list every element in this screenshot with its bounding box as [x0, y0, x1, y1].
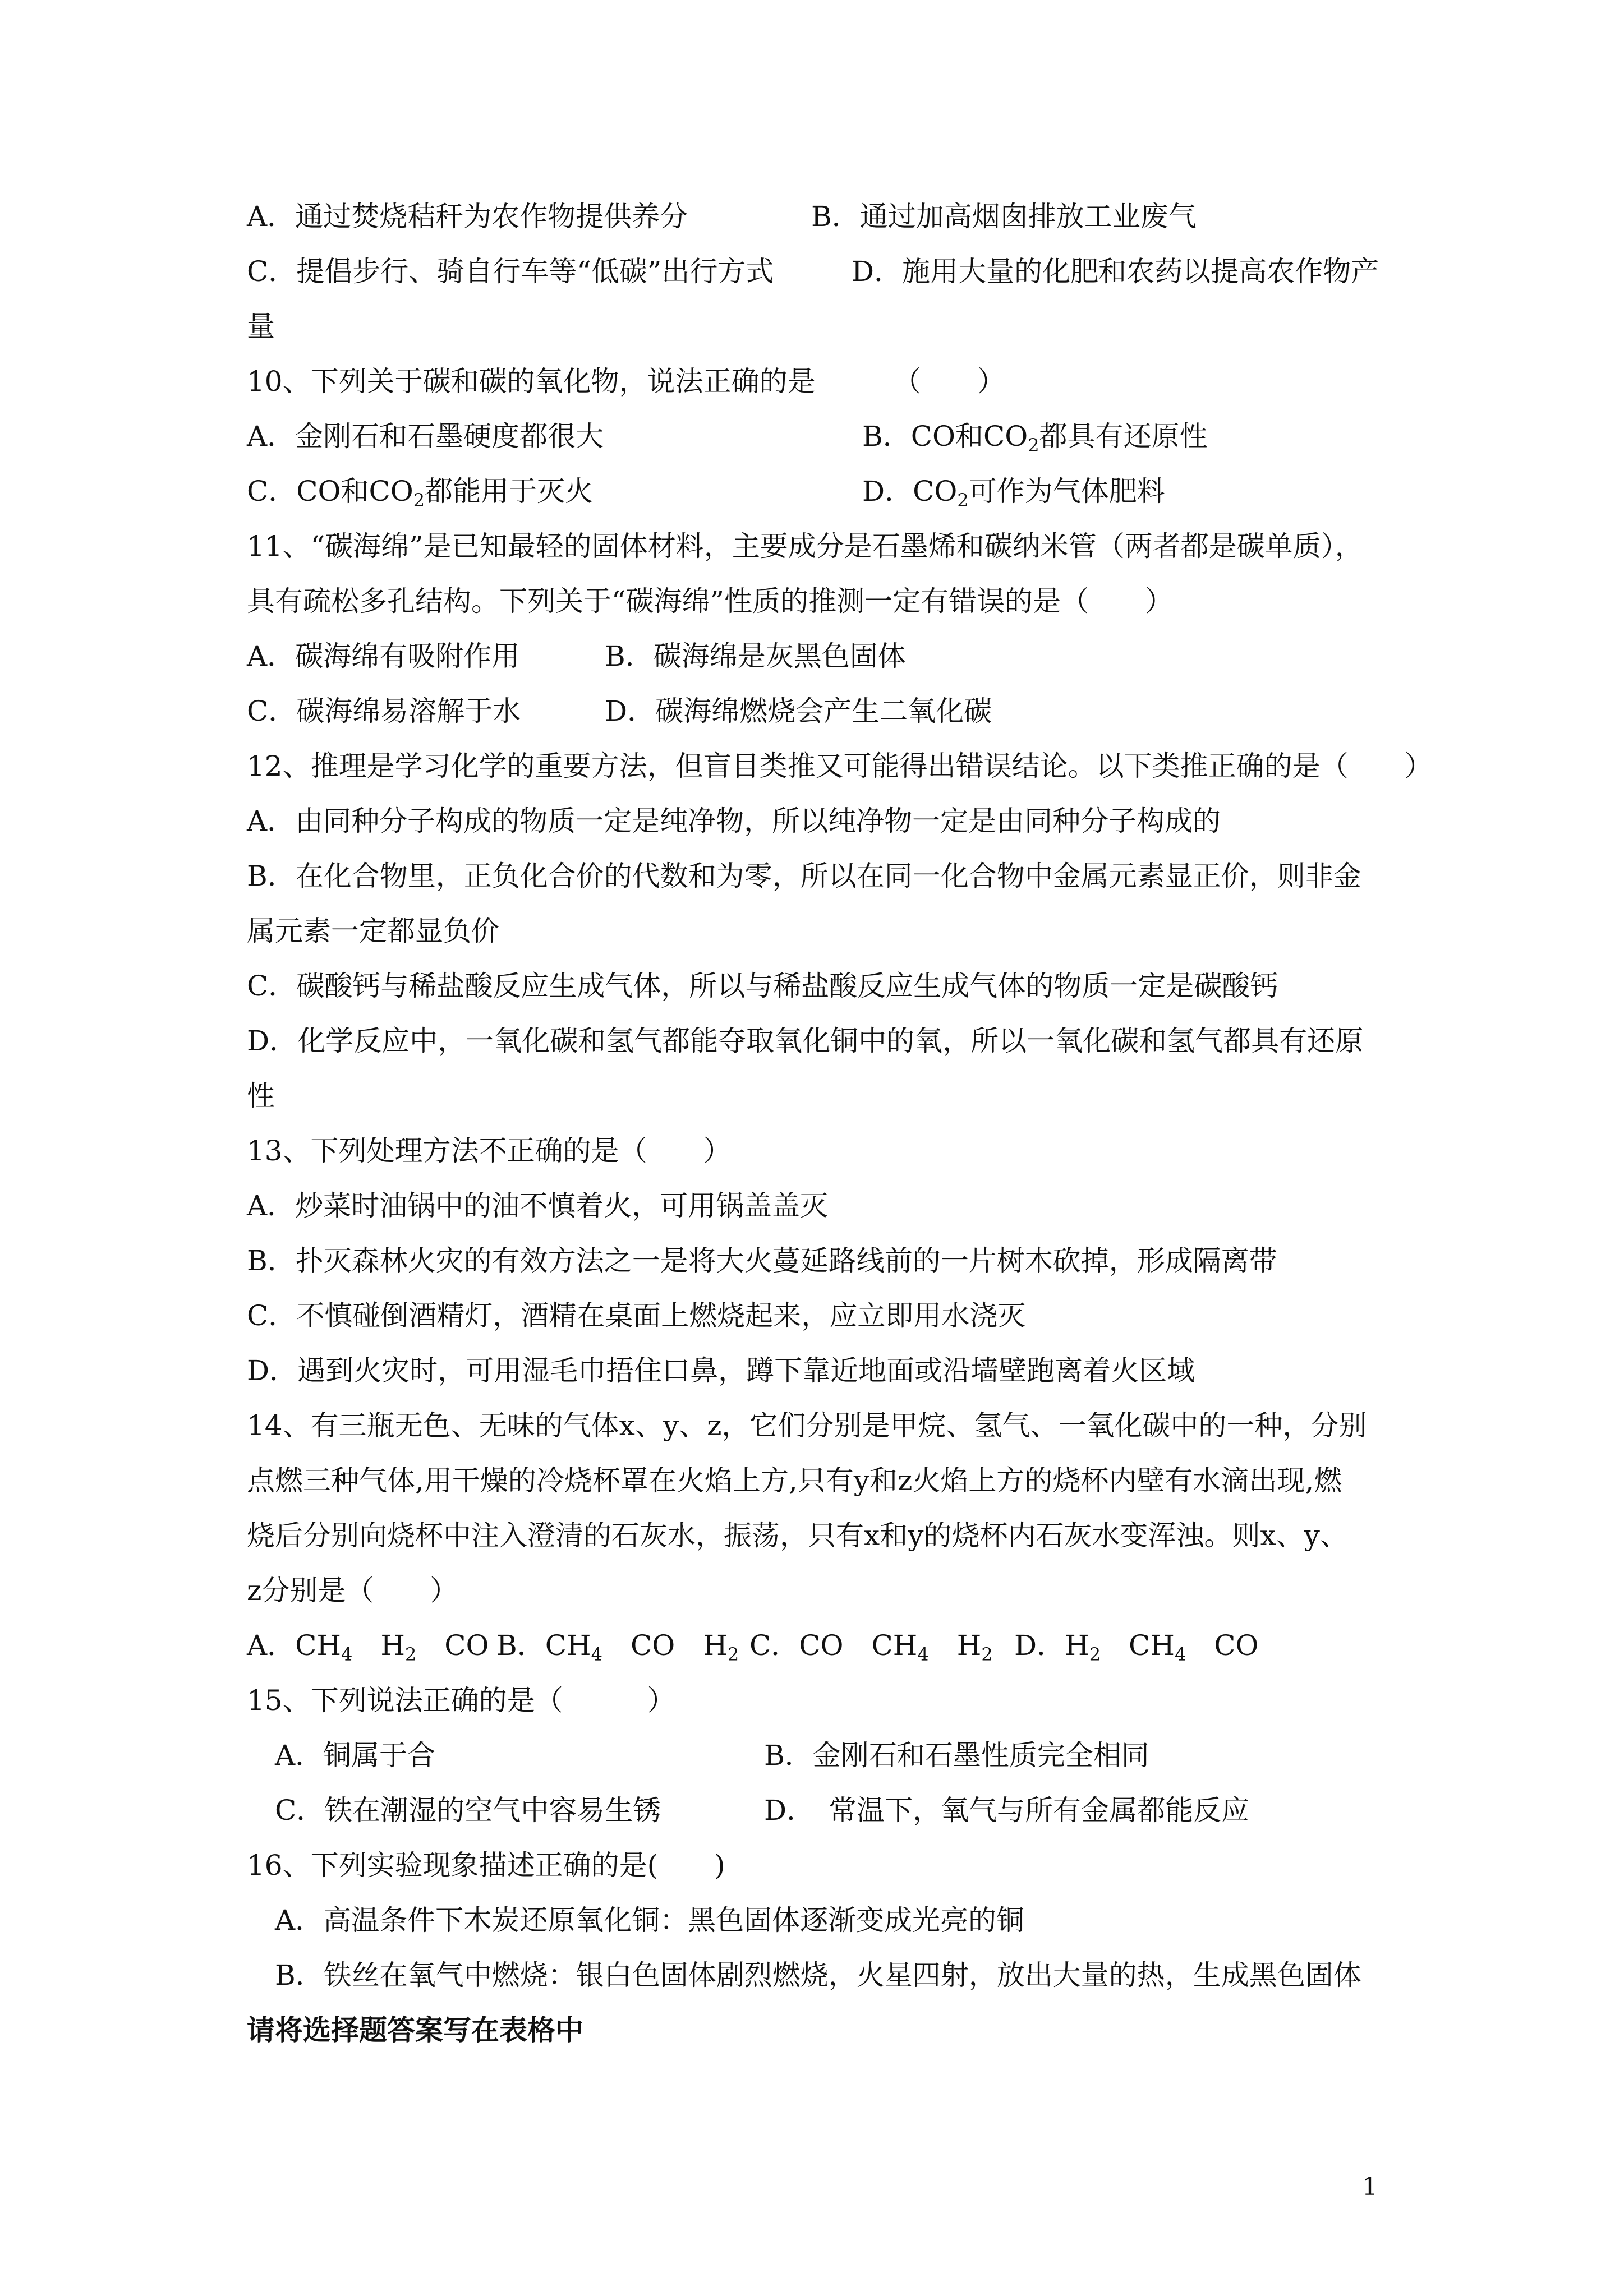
q9-option-c: C．提倡步行、骑自行车等“低碳”出行方式: [247, 255, 774, 288]
q11-option-c: C．碳海绵易溶解于水: [247, 695, 521, 727]
q9-option-d: D．施用大量的化肥和农药以提高农作物产: [852, 255, 1379, 288]
q10-option-b: B．CO和$CO_2$都具有还原性: [862, 420, 1208, 456]
q11-option-d: D．碳海绵燃烧会产生二氧化碳: [605, 695, 992, 727]
q10-answer-bracket: （ ）: [893, 365, 1005, 398]
q13-option-c: C．不慎碰倒酒精灯，酒精在桌面上燃烧起来，应立即用水浇灭: [247, 1299, 1026, 1332]
q14-option-c: C．CO $CH_4$ $H_2$: [749, 1629, 993, 1665]
q15-option-b: B．金刚石和石墨性质完全相同: [764, 1739, 1149, 1772]
q12-option-c: C．碳酸钙与稀盐酸反应生成气体，所以与稀盐酸反应生成气体的物质一定是碳酸钙: [247, 970, 1278, 1002]
q13-option-b: B．扑灭森林火灾的有效方法之一是将大火蔓延路线前的一片树木砍掉，形成隔离带: [247, 1244, 1277, 1277]
q14-stem-line2: 点燃三种气体,用干燥的冷烧杯罩在火焰上方,只有y和z火焰上方的烧杯内壁有水滴出现,燃: [247, 1464, 1342, 1497]
q14-option-b: B．$CH_4$ CO $H_2$: [496, 1629, 739, 1665]
q12-option-d: D．化学反应中，一氧化碳和氢气都能夺取氧化铜中的氧，所以一氧化碳和氢气都具有还原: [247, 1025, 1364, 1057]
q13-option-d: D．遇到火灾时，可用湿毛巾捂住口鼻，蹲下靠近地面或沿墙壁跑离着火区域: [247, 1354, 1195, 1387]
q16-option-b: B．铁丝在氧气中燃烧：银白色固体剧烈燃烧，火星四射，放出大量的热，生成黑色固体: [275, 1959, 1361, 1991]
q10-option-a: A．金刚石和石墨硬度都很大: [247, 420, 604, 453]
q9-option-b: B．通过加高烟囱排放工业废气: [811, 200, 1197, 233]
q9-option-d-wrap: 量: [247, 310, 275, 343]
q12-option-b: B．在化合物里，正负化合价的代数和为零，所以在同一化合物中金属元素显正价，则非金: [247, 860, 1361, 892]
q16-stem: 16、下列实验现象描述正确的是( ): [247, 1849, 725, 1882]
q12-option-a: A．由同种分子构成的物质一定是纯净物，所以纯净物一定是由同种分子构成的: [247, 805, 1221, 837]
q14-option-a: A．$CH_4$ $H_2$ CO: [247, 1629, 489, 1665]
q11-option-b: B．碳海绵是灰黑色固体: [605, 640, 906, 672]
q12-option-d-wrap: 性: [247, 1080, 275, 1112]
q15-option-d: D． 常温下，氧气与所有金属都能反应: [764, 1794, 1250, 1827]
q15-option-c: C．铁在潮湿的空气中容易生锈: [275, 1794, 661, 1827]
q14-stem-line3: 烧后分别向烧杯中注入澄清的石灰水，振荡，只有x和y的烧杯内石灰水变浑浊。则x、y、: [247, 1519, 1348, 1552]
q14-stem-line1: 14、有三瓶无色、无味的气体x、y、z，它们分别是甲烷、氢气、一氧化碳中的一种，分别: [247, 1409, 1367, 1442]
q15-stem: 15、下列说法正确的是（ ）: [247, 1684, 675, 1717]
q16-option-a: A．高温条件下木炭还原氧化铜：黑色固体逐渐变成光亮的铜: [275, 1904, 1025, 1937]
q15-option-a: A．铜属于合: [275, 1739, 436, 1772]
q11-stem-line1: 11、“碳海绵”是已知最轻的固体材料，主要成分是石墨烯和碳纳米管（两者都是碳单质），: [247, 530, 1363, 563]
q9-option-a: A．通过焚烧秸秆为农作物提供养分: [247, 200, 688, 233]
q10-option-c: C．CO和$CO_2$都能用于灭火: [247, 475, 594, 511]
q13-stem: 13、下列处理方法不正确的是（ ）: [247, 1135, 732, 1167]
q10-stem: 10、下列关于碳和碳的氧化物，说法正确的是: [247, 365, 816, 398]
q12-stem: 12、推理是学习化学的重要方法，但盲目类推又可能得出错误结论。以下类推正确的是（ ）: [247, 750, 1433, 782]
q14-stem-line4: z分别是（ ）: [247, 1574, 458, 1607]
answer-table-instruction: 请将选择题答案写在表格中: [247, 2013, 583, 2046]
q10-option-d: D．$CO_2$可作为气体肥料: [862, 475, 1165, 511]
q14-option-d: D．$H_2$ $CH_4$ CO: [1014, 1629, 1259, 1665]
q11-stem-line2: 具有疏松多孔结构。下列关于“碳海绵”性质的推测一定有错误的是（ ）: [247, 585, 1174, 617]
page-number: 1: [1362, 2173, 1378, 2201]
q12-option-b-wrap: 属元素一定都显负价: [247, 915, 499, 947]
q13-option-a: A．炒菜时油锅中的油不慎着火，可用锅盖盖灭: [247, 1190, 829, 1222]
q11-option-a: A．碳海绵有吸附作用: [247, 640, 520, 672]
